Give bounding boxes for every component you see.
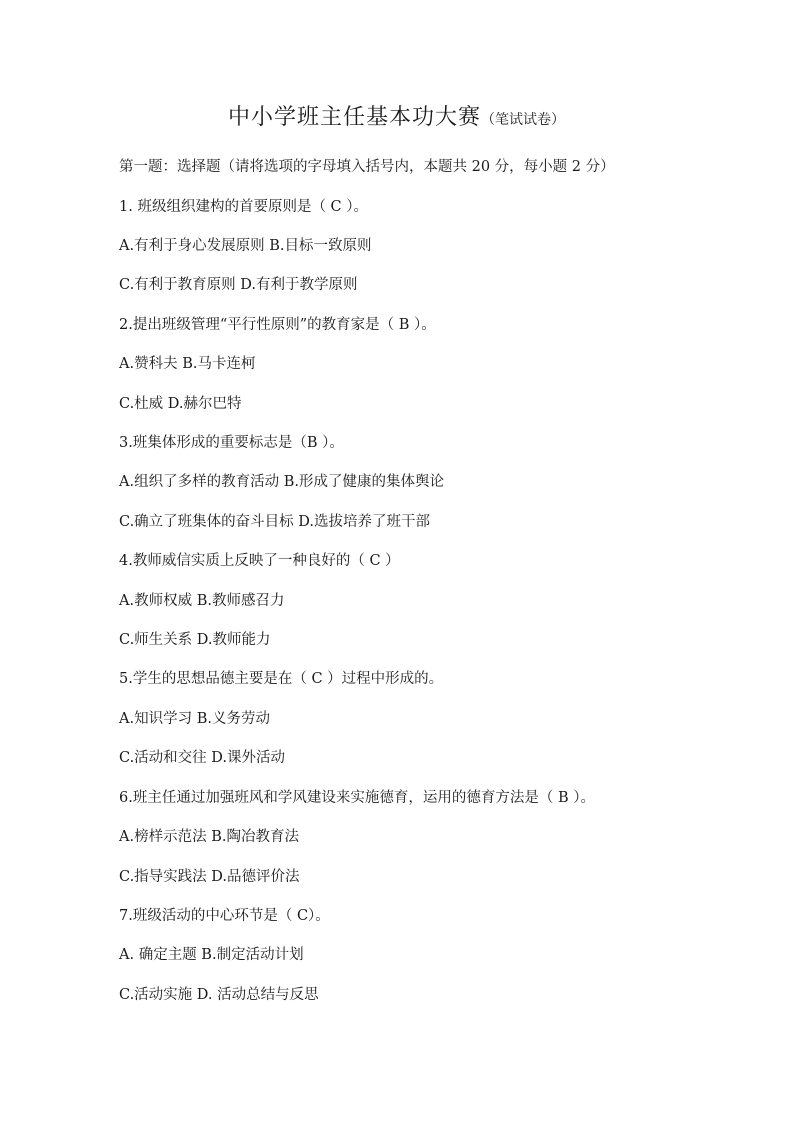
question-4-options-ab: A.教师权威 B.教师感召力 <box>119 593 285 609</box>
question-2: 2.提出班级管理“平行性原则”的教育家是（ B ）。 <box>119 317 436 333</box>
question-7: 7.班级活动的中心环节是（ C）。 <box>119 908 330 924</box>
question-5-options-cd: C.活动和交往 D.课外活动 <box>119 750 286 766</box>
title-subtitle: （笔试试卷） <box>481 112 565 128</box>
question-1: 1. 班级组织建构的首要原则是（ C ）。 <box>119 199 369 215</box>
question-5: 5.学生的思想品德主要是在（ C ）过程中形成的。 <box>119 671 444 687</box>
question-2-options-cd: C.杜威 D.赫尔巴特 <box>119 396 242 412</box>
section-header: 第一题：选择题（请将选项的字母填入括号内，本题共 20 分，每小题 2 分） <box>119 159 615 175</box>
question-5-options-ab: A.知识学习 B.义务劳动 <box>119 711 270 727</box>
question-4: 4.教师威信实质上反映了一种良好的（ C ） <box>119 553 400 569</box>
question-6-options-ab: A.榜样示范法 B.陶冶教育法 <box>119 829 299 845</box>
question-7-options-cd: C.活动实施 D. 活动总结与反思 <box>119 987 319 1003</box>
question-6-options-cd: C.指导实践法 D.品德评价法 <box>119 869 300 885</box>
title-main: 中小学班主任基本功大赛 <box>227 105 481 130</box>
question-7-options-ab: A. 确定主题 B.制定活动计划 <box>119 947 304 963</box>
question-4-options-cd: C.师生关系 D.教师能力 <box>119 632 271 648</box>
page-title <box>0 100 793 131</box>
question-2-options-ab: A.赞科夫 B.马卡连柯 <box>119 356 256 372</box>
question-3-options-cd: C.确立了班集体的奋斗目标 D.选拔培养了班干部 <box>119 514 431 530</box>
question-3-options-ab: A.组织了多样的教育活动 B.形成了健康的集体舆论 <box>119 474 444 490</box>
question-1-options-ab: A.有利于身心发展原则 B.目标一致原则 <box>119 238 372 254</box>
question-6: 6.班主任通过加强班风和学风建设来实施德育，运用的德育方法是（ B ）。 <box>119 790 595 806</box>
question-3: 3.班集体形成的重要标志是（B ）。 <box>119 435 344 451</box>
question-1-options-cd: C.有利于教育原则 D.有利于教学原则 <box>119 277 358 293</box>
